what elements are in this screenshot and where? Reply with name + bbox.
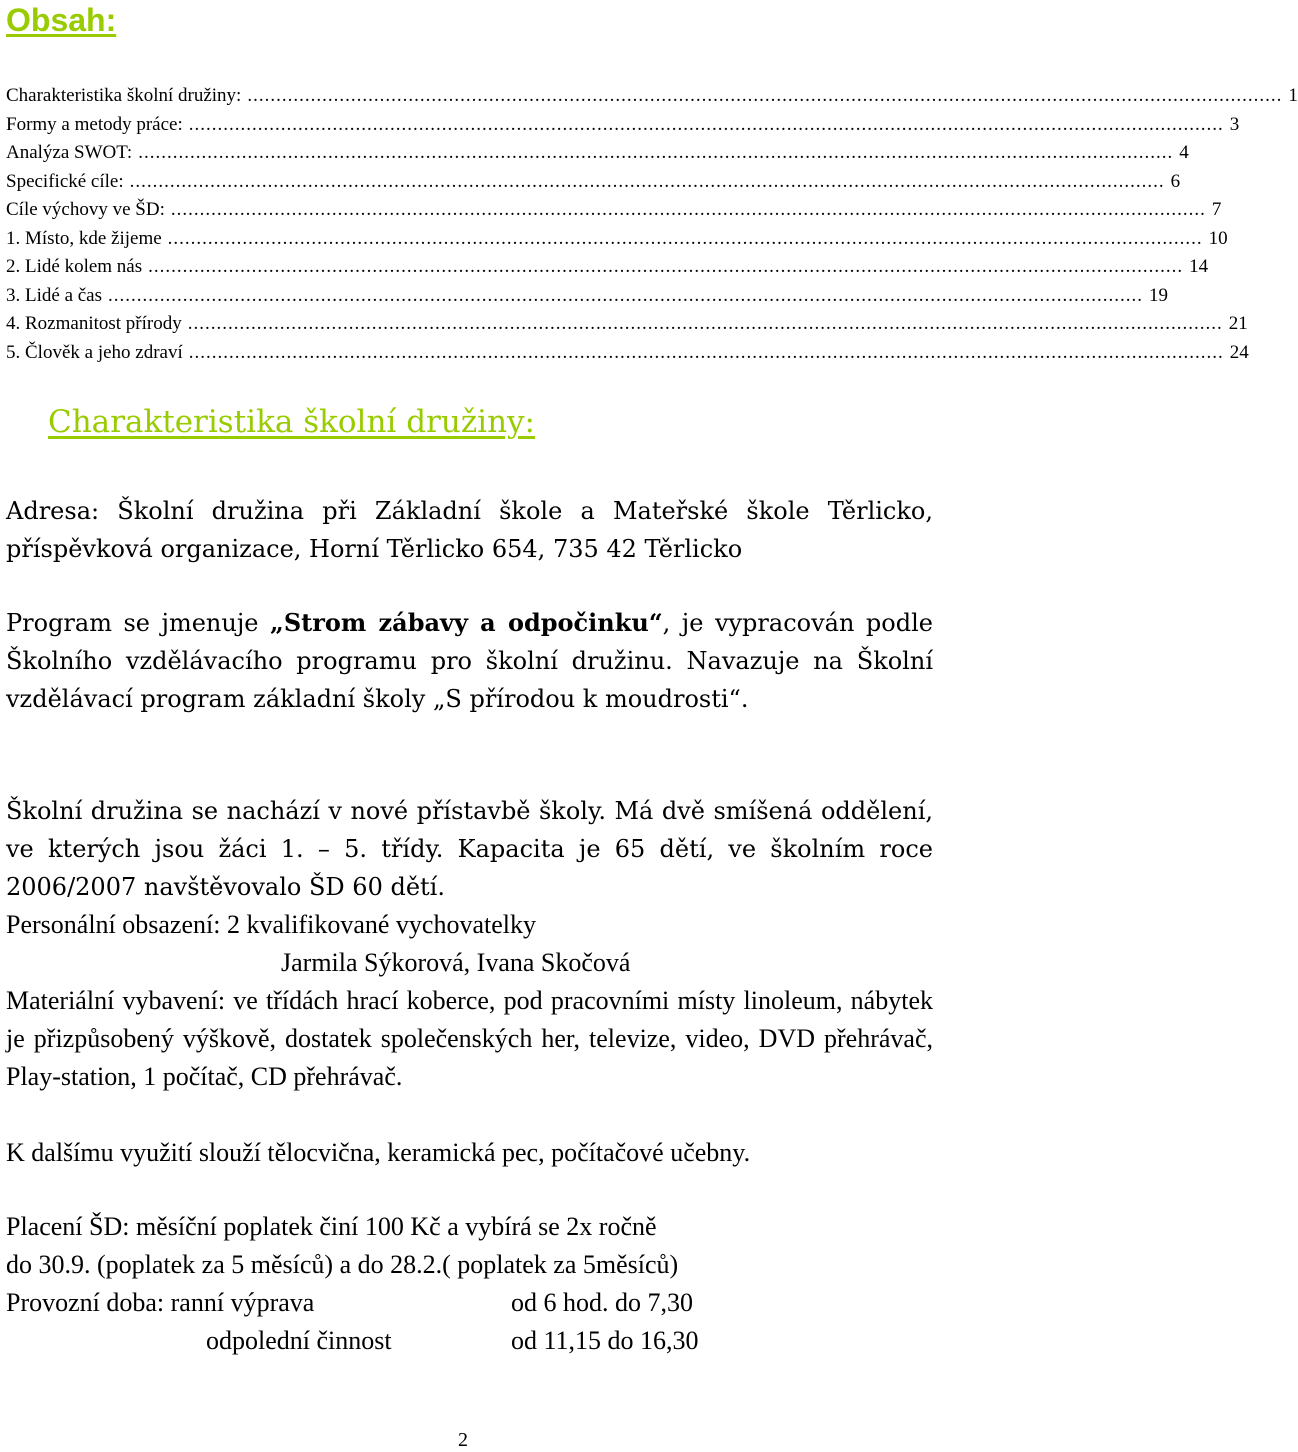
- toc-entry-label: Analýza SWOT:: [6, 142, 133, 163]
- toc-entry-page: 4: [1179, 142, 1189, 163]
- toc-entry-page: 14: [1189, 256, 1209, 277]
- staff-line: Personální obsazení: 2 kvalifikované vychovatelky: [6, 910, 536, 939]
- toc-entry-label: Cíle výchovy ve ŠD:: [6, 199, 165, 220]
- payment-block: [6, 1208, 933, 1284]
- toc-entry[interactable]: [6, 253, 1209, 282]
- toc-entry[interactable]: [6, 139, 1189, 168]
- opening-hours: [6, 1284, 933, 1360]
- toc-entry[interactable]: [6, 111, 1240, 140]
- program-name: „Strom zábavy a odpočinku“: [270, 608, 663, 637]
- toc-entry[interactable]: [6, 282, 1169, 311]
- toc-leader: ....................................................................................................................................................................................: [188, 341, 1224, 363]
- toc-entry-page: 19: [1149, 284, 1169, 306]
- toc-leader: ....................................................................................................................................................................................: [148, 256, 1184, 277]
- toc-entry[interactable]: [6, 82, 1298, 111]
- toc-entry-page: 10: [1208, 227, 1228, 249]
- toc-entry-label: 2. Lidé kolem nás: [6, 256, 143, 277]
- toc-entry-label: Specifické cíle:: [6, 170, 124, 192]
- toc-heading: Obsah:: [6, 2, 117, 38]
- toc-leader: ....................................................................................................................................................................................: [187, 313, 1223, 334]
- toc-leader: ....................................................................................................................................................................................: [138, 142, 1174, 163]
- usage-paragraph: K dalšímu využití slouží tělocvična, keramická pec, počítačové učebny.: [6, 1138, 751, 1167]
- toc-leader: ....................................................................................................................................................................................: [108, 284, 1144, 306]
- toc-entry-label: Charakteristika školní družiny:: [6, 85, 242, 106]
- section-heading: Charakteristika školní družiny:: [48, 404, 535, 440]
- toc-entry-page: 24: [1229, 341, 1249, 363]
- toc-leader: ....................................................................................................................................................................................: [188, 113, 1224, 135]
- toc-entry-page: 6: [1170, 170, 1181, 192]
- toc-entry-label: 5. Člověk a jeho zdraví: [6, 341, 183, 363]
- hours-row-afternoon: [6, 1322, 933, 1360]
- payment-line-1: Placení ŠD: měsíční poplatek činí 100 Kč a vybírá se 2x ročně: [6, 1212, 657, 1241]
- toc-leader: ....................................................................................................................................................................................: [247, 85, 1283, 106]
- program-paragraph: [6, 604, 933, 718]
- location-paragraph: Školní družina se nachází v nové přístavbě školy. Má dvě smíšená oddělení, ve kterých jsou žáci 1. – 5. třídy. Kapacita je 65 dětí, ve školním roce 2006/2007 navštěvovalo ŠD 60 dětí.: [6, 797, 933, 901]
- staff-block: [6, 906, 933, 982]
- address-paragraph: Adresa: Školní družina při Základní škole a Mateřské škole Těrlicko, příspěvková organizace, Horní Těrlicko 654, 735 42 Těrlicko: [6, 497, 933, 563]
- table-of-contents: [6, 82, 1298, 367]
- hours-row-morning: [6, 1284, 933, 1322]
- toc-entry-page: 7: [1211, 199, 1222, 220]
- toc-leader: ....................................................................................................................................................................................: [167, 227, 1203, 249]
- toc-entry[interactable]: [6, 196, 1222, 225]
- toc-entry-page: 3: [1229, 113, 1240, 135]
- toc-entry-label: 3. Lidé a čas: [6, 284, 103, 306]
- toc-entry-page: 21: [1228, 313, 1248, 334]
- hours-value-morning: od 6 hod. do 7,30: [511, 1288, 693, 1317]
- hours-label-afternoon: odpolední činnost: [206, 1326, 392, 1355]
- toc-entry-page: 1: [1288, 85, 1298, 106]
- page-number: 2: [458, 1429, 468, 1451]
- staff-names: Jarmila Sýkorová, Ivana Skočová: [281, 948, 631, 977]
- program-description: , je vypracován podle Školního vzdělávacího programu pro školní družinu. Navazuje na Školní vzdělávací program základní školy „S přírodou k moudrosti“.: [6, 609, 933, 713]
- toc-entry[interactable]: [6, 168, 1181, 197]
- toc-entry[interactable]: [6, 339, 1249, 368]
- toc-entry-label: Formy a metody práce:: [6, 113, 183, 135]
- program-intro: Program se jmenuje: [6, 609, 271, 637]
- toc-entry-label: 4. Rozmanitost přírody: [6, 313, 182, 334]
- equipment-paragraph: Materiální vybavení: ve třídách hrací koberce, pod pracovními místy linoleum, nábytek je přizpůsobený výškově, dostatek společenských her, televize, video, DVD přehrávač, Play-station, 1 počítač, CD přehrávač.: [6, 986, 933, 1091]
- toc-entry[interactable]: [6, 225, 1228, 254]
- toc-entry[interactable]: [6, 310, 1248, 339]
- toc-leader: ....................................................................................................................................................................................: [129, 170, 1165, 192]
- payment-line-2: do 30.9. (poplatek za 5 měsíců) a do 28.2.( poplatek za 5měsíců): [6, 1250, 679, 1279]
- hours-value-afternoon: od 11,15 do 16,30: [511, 1326, 699, 1355]
- hours-label-morning: Provozní doba: ranní výprava: [6, 1288, 315, 1317]
- toc-entry-label: 1. Místo, kde žijeme: [6, 227, 162, 249]
- toc-leader: ....................................................................................................................................................................................: [170, 199, 1206, 220]
